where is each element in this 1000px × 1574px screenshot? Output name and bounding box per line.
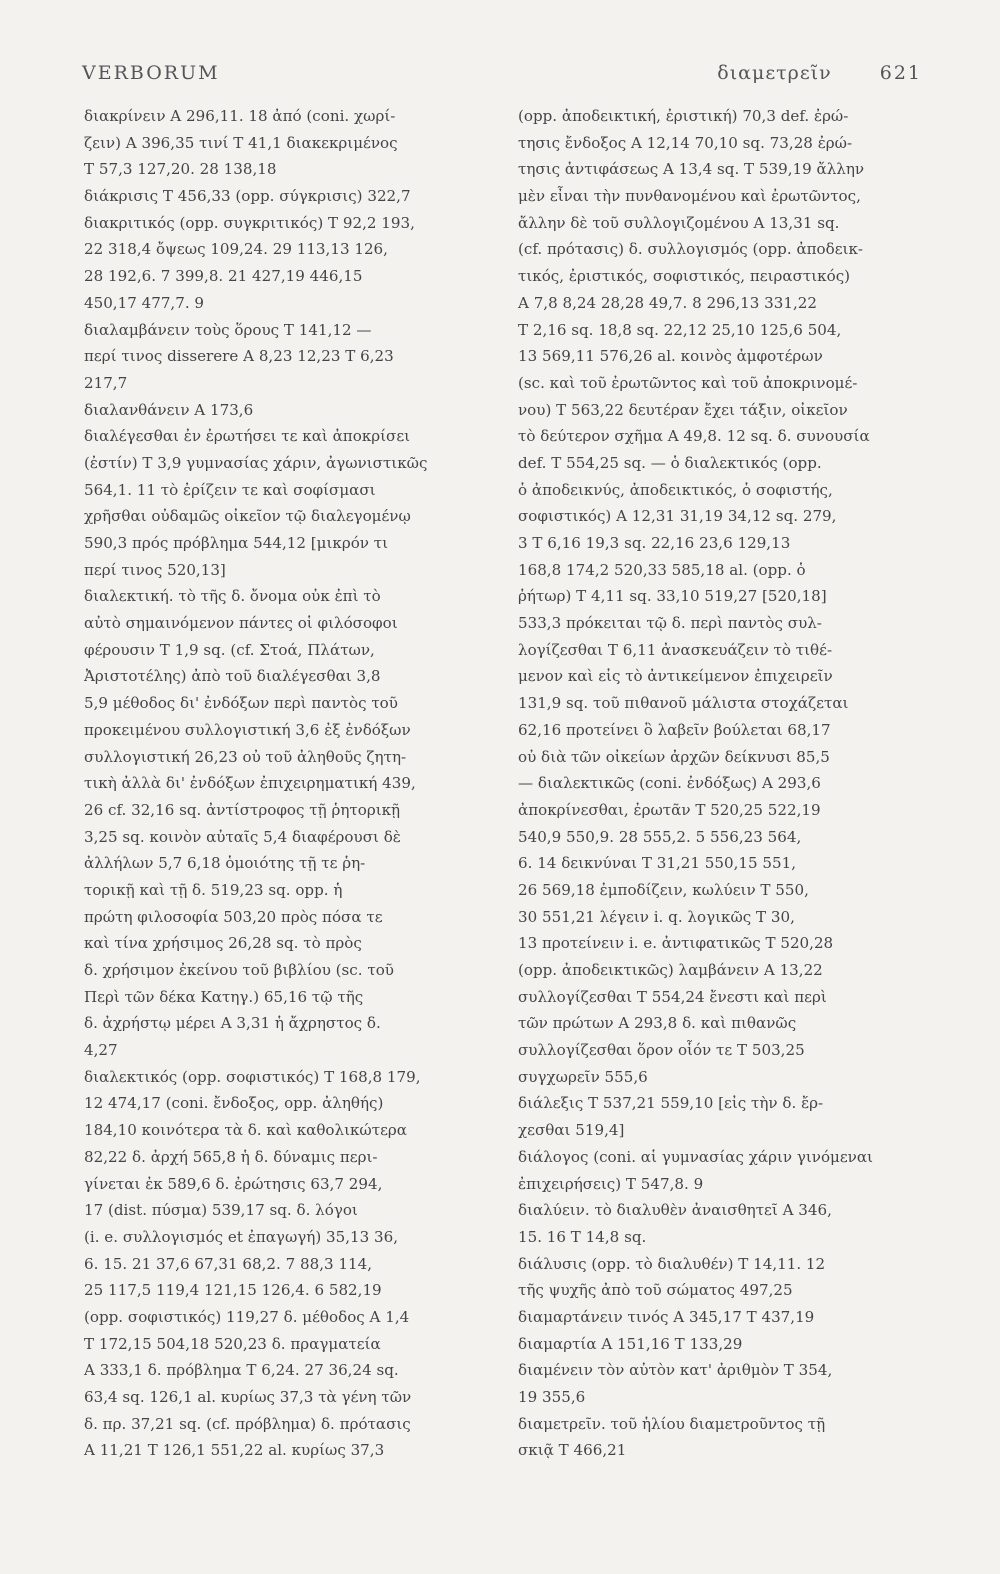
text-line: (cf. πρότασις) δ. συλλογισμός (opp. ἀποδεικ-	[518, 240, 863, 259]
text-line: διαλεκτικός (opp. σοφιστικός) Τ 168,8 179,	[84, 1067, 421, 1086]
text-line: 22 318,4 ὄψεως 109,24. 29 113,13 126,	[84, 240, 388, 259]
text-line: διάλογος (coni. αἱ γυμνασίας χάριν γινόμεναι	[518, 1147, 873, 1166]
header-catchword: διαμετρεῖν	[717, 62, 832, 84]
text-line: διαλαμβάνειν τοὺς ὅρους Τ 141,12 —	[84, 320, 372, 339]
text-line: 25 117,5 119,4 121,15 126,4. 6 582,19	[84, 1281, 382, 1300]
text-line: 62,16 προτείνει ὃ λαβεῖν βούλεται 68,17	[518, 720, 831, 739]
header-right	[717, 62, 922, 84]
text-line: (ἐστίν) Τ 3,9 γυμνασίας χάριν, ἀγωνιστικῶς	[84, 453, 428, 472]
text-line: ζειν) Α 396,35 τινί Τ 41,1 διακεκριμένος	[84, 133, 398, 152]
text-line: χρῆσθαι οὐδαμῶς οἰκεῖον τῷ διαλεγομένῳ	[84, 507, 411, 526]
text-line: Α 7,8 8,24 28,28 49,7. 8 296,13 331,22	[518, 293, 817, 312]
text-line: διαλεκτική. τὸ τῆς δ. ὄνομα οὐκ ἐπὶ τὸ	[84, 587, 381, 606]
text-line: ἀλλήλων 5,7 6,18 ὁμοιότης τῇ τε ῥη-	[84, 854, 366, 873]
text-line: Τ 2,16 sq. 18,8 sq. 22,12 25,10 125,6 504,	[518, 320, 842, 339]
text-line: περί τινος disserere Α 8,23 12,23 Τ 6,23	[84, 347, 394, 366]
text-line: διακρίνειν Α 296,11. 18 ἀπό (coni. χωρί-	[84, 107, 396, 125]
text-line: περί τινος 520,13]	[84, 560, 226, 579]
text-line: δ. πρ. 37,21 sq. (cf. πρόβλημα) δ. πρότασις	[84, 1414, 411, 1433]
text-line: (opp. σοφιστικός) 119,27 δ. μέθοδος Α 1,4	[84, 1307, 410, 1326]
text-line: 168,8 174,2 520,33 585,18 al. (opp. ὁ	[518, 560, 806, 579]
text-line: 30 551,21 λέγειν i. q. λογικῶς Τ 30,	[518, 907, 795, 926]
text-line: οὐ διὰ τῶν οἰκείων ἀρχῶν δείκνυσι 85,5	[518, 747, 830, 766]
text-line: διαλανθάνειν Α 173,6	[84, 400, 254, 419]
text-line: τῆς ψυχῆς ἀπὸ τοῦ σώματος 497,25	[518, 1281, 793, 1300]
text-line: 26 cf. 32,16 sq. ἀντίστροφος τῇ ῥητορικῇ	[84, 800, 401, 819]
text-line: (opp. ἀποδεικτικῶς) λαμβάνειν Α 13,22	[518, 961, 823, 979]
text-line: λογίζεσθαι Τ 6,11 ἀνασκευάζειν τὸ τιθέ-	[518, 640, 833, 659]
text-line: 4,27	[84, 1041, 118, 1060]
text-line: δ. ἀχρήστῳ μέρει Α 3,31 ἡ ἄχρηστος δ.	[84, 1014, 381, 1033]
text-line: τορικῇ καὶ τῇ δ. 519,23 sq. opp. ἡ	[84, 880, 343, 899]
text-line: τὸ δεύτερον σχῆμα Α 49,8. 12 sq. δ. συνουσία	[518, 427, 870, 446]
text-line: 63,4 sq. 126,1 al. κυρίως 37,3 τὰ γένη τῶν	[84, 1388, 412, 1406]
text-line: τησις ἔνδοξος Α 12,14 70,10 sq. 73,28 ἐρώ-	[518, 133, 853, 152]
text-line: 450,17 477,7. 9	[84, 293, 205, 312]
text-line: 6. 14 δεικνύναι Τ 31,21 550,15 551,	[518, 854, 796, 873]
text-line: (sc. καὶ τοῦ ἐρωτῶντος καὶ τοῦ ἀποκρινομέ-	[518, 373, 858, 392]
text-line: (opp. ἀποδεικτική, ἐριστική) 70,3 def. ἐρώ-	[518, 107, 849, 125]
text-line: 12 474,17 (coni. ἔνδοξος, opp. ἀληθής)	[84, 1094, 384, 1113]
text-line: 533,3 πρόκειται τῷ δ. περὶ παντὸς συλ-	[518, 614, 822, 633]
text-line: διαμετρεῖν. τοῦ ἡλίου διαμετροῦντος τῇ	[518, 1414, 826, 1433]
text-line: Α 11,21 Τ 126,1 551,22 al. κυρίως 37,3	[84, 1441, 385, 1460]
text-line: διαλύειν. τὸ διαλυθὲν ἀναισθητεῖ Α 346,	[518, 1201, 832, 1220]
text-line: 19 355,6	[518, 1388, 586, 1406]
text-line: Α 333,1 δ. πρόβλημα Τ 6,24. 27 36,24 sq.	[84, 1361, 399, 1380]
text-line: 184,10 κοινότερα τὰ δ. καὶ καθολικώτερα	[84, 1121, 407, 1140]
running-title: VERBORUM	[82, 62, 220, 84]
text-line: 6. 15. 21 37,6 67,31 68,2. 7 88,3 114,	[84, 1254, 373, 1273]
text-line: σκιᾷ Τ 466,21	[518, 1441, 627, 1460]
text-line: διάλυσις (opp. τὸ διαλυθέν) Τ 14,11. 12	[518, 1254, 826, 1273]
text-line: ῥήτωρ) Τ 4,11 sq. 33,10 519,27 [520,18]	[518, 587, 827, 606]
text-line: def. Τ 554,25 sq. — ὁ διαλεκτικός (opp.	[518, 453, 822, 472]
text-line: 26 569,18 ἐμποδίζειν, κωλύειν Τ 550,	[518, 880, 809, 899]
page-number: 621	[879, 62, 922, 84]
text-line: διαμαρτάνειν τινός Α 345,17 Τ 437,19	[518, 1307, 815, 1326]
text-line: συλλογιστική 26,23 οὐ τοῦ ἀληθοῦς ζητη-	[84, 747, 407, 766]
text-line: γίνεται ἐκ 589,6 δ. ἐρώτησις 63,7 294,	[84, 1174, 383, 1193]
left-column	[84, 103, 494, 1464]
text-line: ὁ ἀποδεικνύς, ἀποδεικτικός, ὁ σοφιστής,	[518, 480, 833, 499]
text-line: καὶ τίνα χρήσιμος 26,28 sq. τὸ πρὸς	[84, 934, 362, 953]
text-line: συγχωρεῖν 555,6	[518, 1067, 648, 1086]
text-line: 5,9 μέθοδος δι' ἐνδόξων περὶ παντὸς τοῦ	[84, 694, 398, 713]
text-line: σοφιστικός) Α 12,31 31,19 34,12 sq. 279,	[518, 507, 837, 526]
text-line: τικός, ἐριστικός, σοφιστικός, πειραστικός)	[518, 267, 851, 286]
text-line: διαμένειν τὸν αὐτὸν κατ' ἀριθμὸν Τ 354,	[518, 1361, 833, 1380]
text-line: διάκρισις Τ 456,33 (opp. σύγκρισις) 322,7	[84, 187, 411, 206]
text-line: 3 Τ 6,16 19,3 sq. 22,16 23,6 129,13	[518, 534, 791, 552]
text-line: 3,25 sq. κοινὸν αὐταῖς 5,4 διαφέρουσι δὲ	[84, 827, 401, 846]
text-line: μὲν εἶναι τὴν πυνθανομένου καὶ ἐρωτῶντος,	[518, 187, 861, 206]
text-line: Περὶ τῶν δέκα Κατηγ.) 65,16 τῷ τῆς	[84, 987, 364, 1006]
text-line: πρώτη φιλοσοφία 503,20 πρὸς πόσα τε	[84, 907, 383, 926]
text-line: διακριτικός (opp. συγκριτικός) Τ 92,2 193,	[84, 213, 415, 232]
text-line: Τ 57,3 127,20. 28 138,18	[84, 160, 277, 179]
text-line: Τ 172,15 504,18 520,23 δ. πραγματεία	[84, 1334, 381, 1353]
text-line: 13 προτείνειν i. e. ἀντιφατικῶς Τ 520,28	[518, 934, 834, 953]
text-line: 590,3 πρός πρόβλημα 544,12 [μικρόν τι	[84, 534, 389, 552]
text-line: 15. 16 Τ 14,8 sq.	[518, 1227, 647, 1246]
text-line: τικὴ ἀλλὰ δι' ἐνδόξων ἐπιχειρηματική 439,	[84, 774, 416, 793]
text-line: φέρουσιν Τ 1,9 sq. (cf. Στοά, Πλάτων,	[84, 640, 375, 659]
text-line: χεσθαι 519,4]	[518, 1121, 625, 1140]
text-line: 13 569,11 576,26 al. κοινὸς ἀμφοτέρων	[518, 347, 823, 366]
text-line: 217,7	[84, 373, 128, 392]
text-line: συλλογίζεσθαι Τ 554,24 ἔνεστι καὶ περὶ	[518, 987, 827, 1006]
text-line: 131,9 sq. τοῦ πιθανοῦ μάλιστα στοχάζεται	[518, 694, 849, 713]
text-line: τῶν πρώτων Α 293,8 δ. καὶ πιθανῶς	[518, 1014, 797, 1033]
text-line: 82,22 δ. ἀρχή 565,8 ἡ δ. δύναμις περι-	[84, 1147, 378, 1166]
text-line: ἐπιχειρήσεις) Τ 547,8. 9	[518, 1174, 704, 1193]
text-line: 17 (dist. πύσμα) 539,17 sq. δ. λόγοι	[84, 1201, 358, 1220]
text-line: μενον καὶ εἰς τὸ ἀντικείμενον ἐπιχειρεῖν	[518, 667, 833, 686]
text-line: προκειμένου συλλογιστική 3,6 ἐξ ἐνδόξων	[84, 720, 411, 739]
text-line: τησις ἀντιφάσεως Α 13,4 sq. Τ 539,19 ἄλλην	[518, 160, 865, 179]
right-column	[518, 103, 918, 1464]
text-line: συλλογίζεσθαι ὅρον οἷόν τε Τ 503,25	[518, 1041, 805, 1060]
page-header	[82, 62, 922, 92]
text-line: 28 192,6. 7 399,8. 21 427,19 446,15	[84, 267, 363, 286]
text-line: — διαλεκτικῶς (coni. ἐνδόξως) Α 293,6	[518, 774, 821, 793]
text-line: 540,9 550,9. 28 555,2. 5 556,23 564,	[518, 827, 802, 846]
text-line: νου) Τ 563,22 δευτέραν ἔχει τάξιν, οἰκεῖον	[518, 400, 848, 419]
text-line: διάλεξις Τ 537,21 559,10 [εἰς τὴν δ. ἔρ-	[518, 1094, 824, 1113]
text-line: 564,1. 11 τὸ ἐρίζειν τε καὶ σοφίσμασι	[84, 480, 376, 499]
text-line: διαμαρτία Α 151,16 Τ 133,29	[518, 1334, 743, 1353]
text-line: Ἀριστοτέλης) ἀπὸ τοῦ διαλέγεσθαι 3,8	[84, 667, 381, 686]
text-line: δ. χρήσιμον ἐκείνου τοῦ βιβλίου (sc. τοῦ	[84, 961, 394, 979]
text-line: (i. e. συλλογισμός et ἐπαγωγή) 35,13 36,	[84, 1227, 399, 1246]
text-line: αὐτὸ σημαινόμενον πάντες οἱ φιλόσοφοι	[84, 614, 398, 633]
text-line: ἄλλην δὲ τοῦ συλλογιζομένου Α 13,31 sq.	[518, 213, 840, 232]
text-line: ἀποκρίνεσθαι, ἐρωτᾶν Τ 520,25 522,19	[518, 800, 821, 819]
text-line: διαλέγεσθαι ἐν ἐρωτήσει τε καὶ ἀποκρίσει	[84, 427, 411, 446]
